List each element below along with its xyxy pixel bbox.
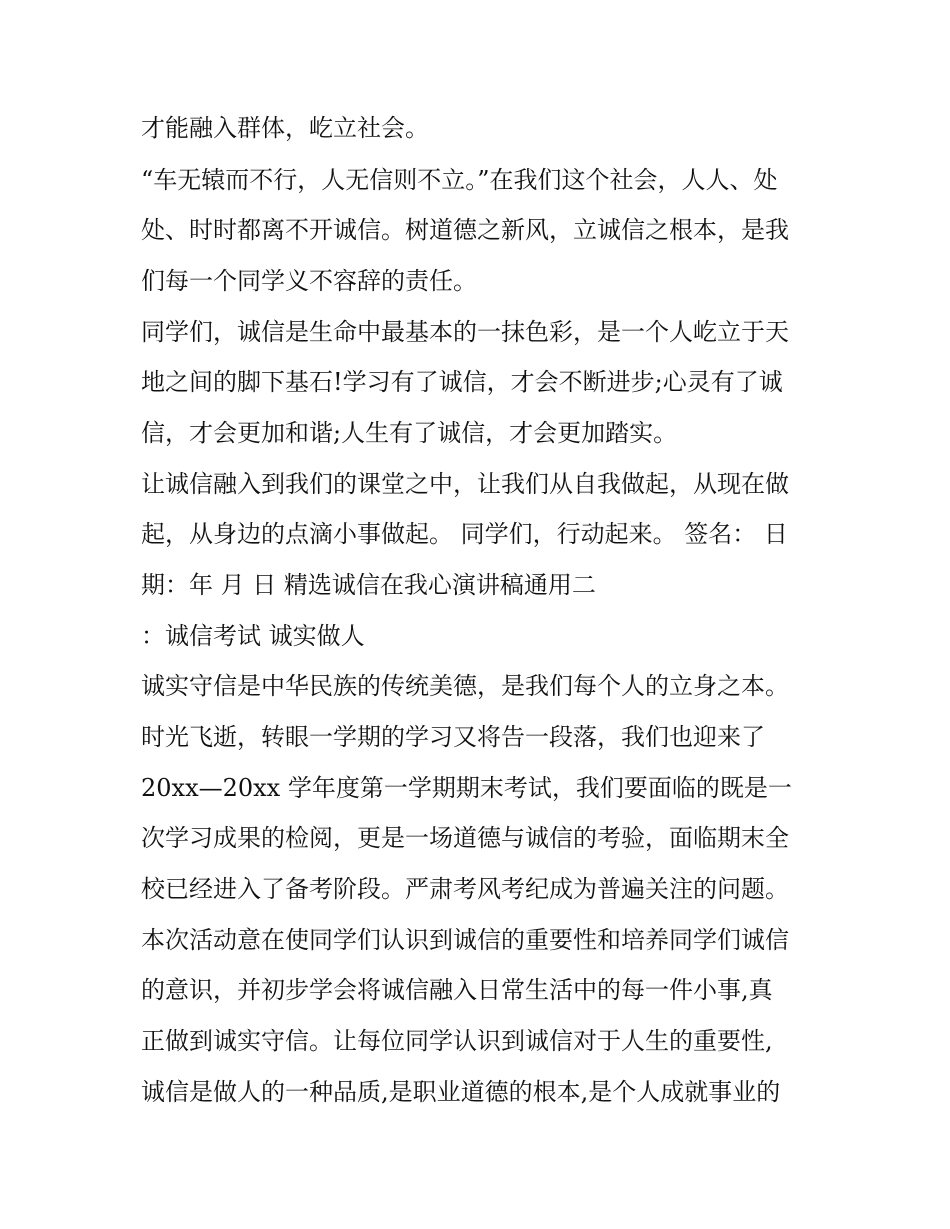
text-line: 让诚信融入到我们的课堂之中，让我们从自我做起，从现在做 bbox=[141, 470, 789, 498]
text-line: 的意识，并初步学会将诚信融入日常生活中的每一件小事,真 bbox=[141, 976, 773, 1004]
text-line: ：诚信考试 诚实做人 bbox=[141, 622, 365, 650]
text-line: 诚实守信是中华民族的传统美德，是我们每个人的立身之本。 bbox=[141, 672, 789, 700]
text-line: 次学习成果的检阅，更是一场道德与诚信的考验，面临期末全 bbox=[141, 824, 789, 852]
text-line: 本次活动意在使同学们认识到诚信的重要性和培养同学们诚信 bbox=[141, 926, 789, 954]
text-line: 们每一个同学义不容辞的责任。 bbox=[141, 267, 477, 295]
text-line: 处、时时都离不开诚信。树道德之新风，立诚信之根本，是我 bbox=[141, 216, 789, 244]
text-line: 20xx—20xx 学年度第一学期期末考试，我们要面临的既是一 bbox=[141, 774, 792, 802]
text-line: 地之间的脚下基石!学习有了诚信，才会不断进步;心灵有了诚 bbox=[141, 368, 783, 396]
text-line: “车无辕而不行，人无信则不立。”在我们这个社会，人人、处 bbox=[141, 166, 778, 194]
text-line: 诚信是做人的一种品质,是职业道德的根本,是个人成就事业的 bbox=[141, 1078, 781, 1106]
text-line: 正做到诚实守信。让每位同学认识到诚信对于人生的重要性, bbox=[141, 1027, 773, 1055]
text-line: 期：年 月 日 精选诚信在我心演讲稿通用二 bbox=[141, 571, 596, 599]
text-line: 同学们，诚信是生命中最基本的一抹色彩，是一个人屹立于天 bbox=[141, 318, 789, 346]
text-line: 起，从身边的点滴小事做起。 同学们，行动起来。 签名： 日 bbox=[141, 520, 788, 548]
text-line: 信，才会更加和谐;人生有了诚信，才会更加踏实。 bbox=[141, 419, 678, 447]
text-line: 校已经进入了备考阶段。严肃考风考纪成为普遍关注的问题。 bbox=[141, 875, 789, 903]
text-line: 才能融入群体，屹立社会。 bbox=[141, 114, 429, 142]
text-line: 时光飞逝，转眼一学期的学习又将告一段落，我们也迎来了 bbox=[141, 723, 765, 751]
